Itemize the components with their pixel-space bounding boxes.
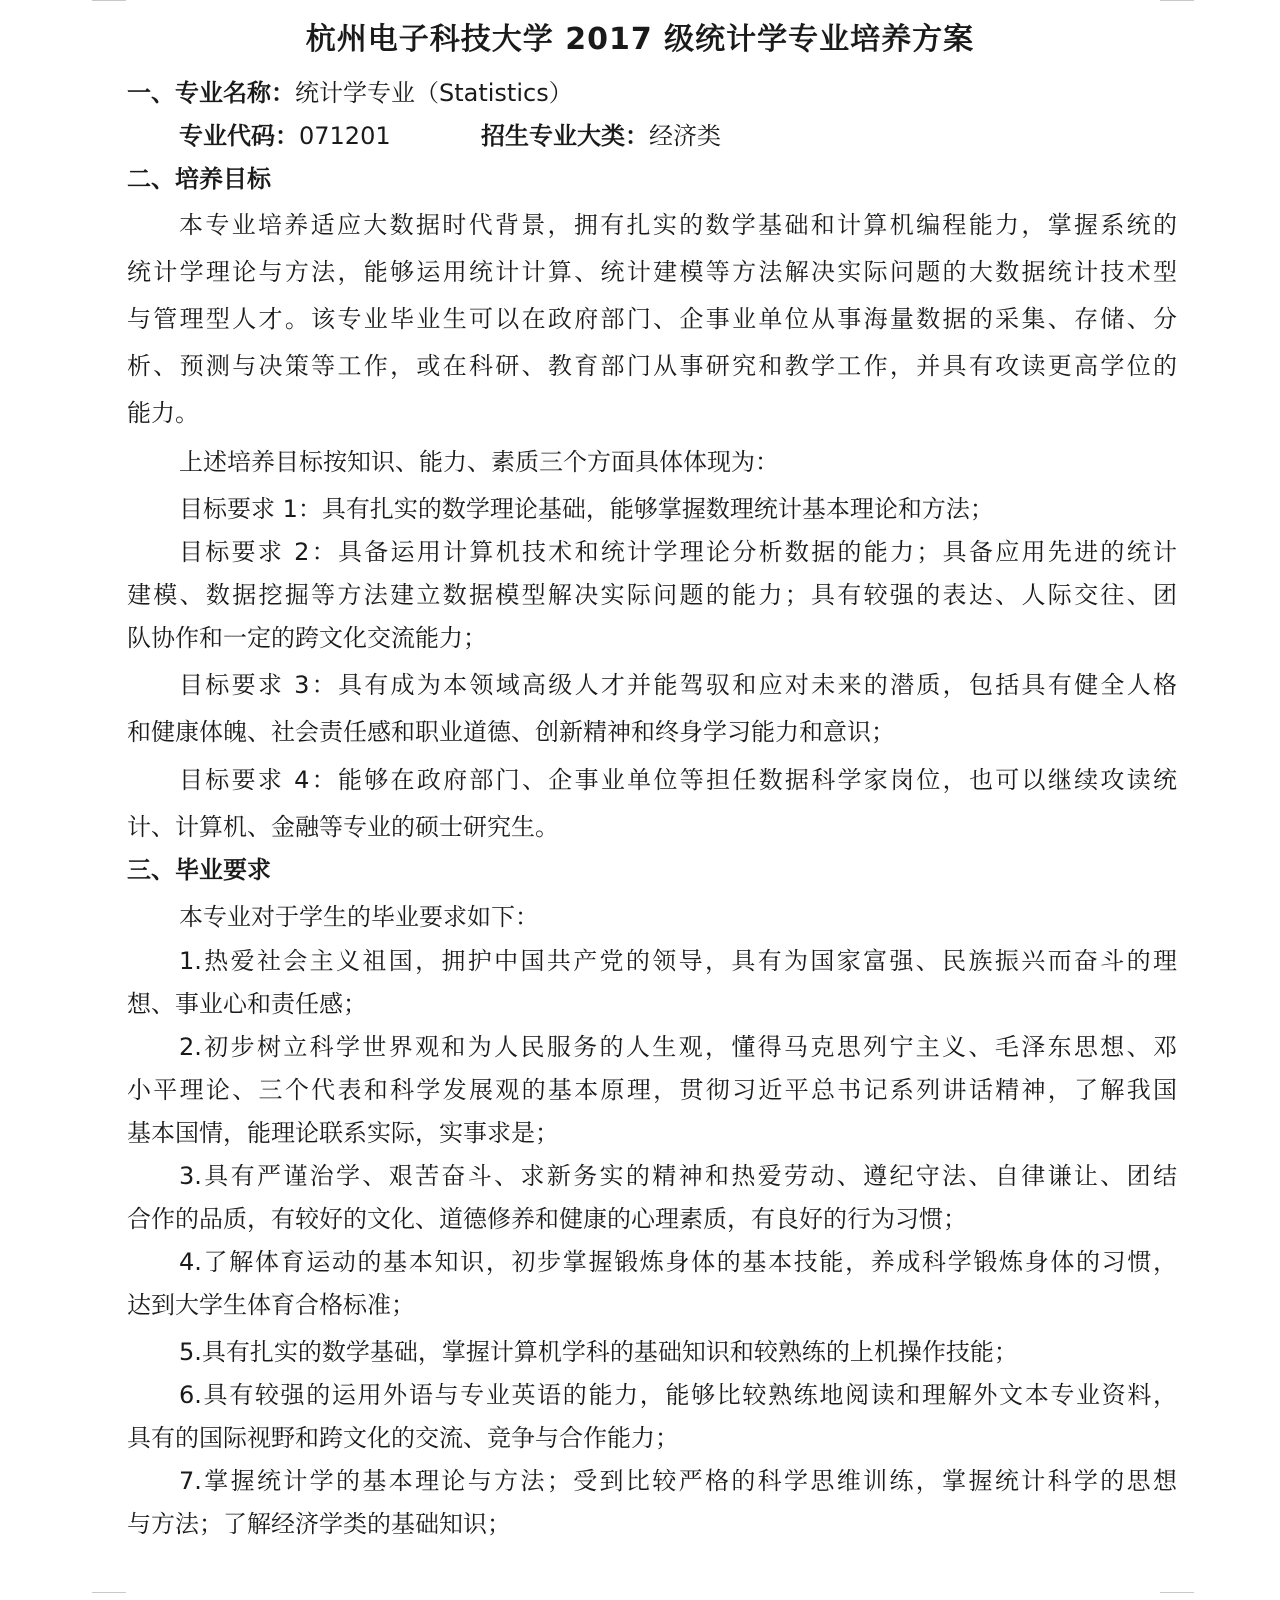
category-label: 招生专业大类：	[481, 122, 649, 150]
goal-3-line: 和健康体魄、社会责任感和职业道德、创新精神和终身学习能力和意识；	[127, 718, 895, 746]
goal-4-line: 目标要求 4：能够在政府部门、企事业单位等担任数据科学家岗位，也可以继续攻读统	[179, 766, 1177, 794]
requirement-7-line: 与方法；了解经济学类的基础知识；	[127, 1510, 511, 1538]
crop-mark	[92, 0, 126, 1]
goal-2-line: 建模、数据挖掘等方法建立数据模型解决实际问题的能力；具有较强的表达、人际交往、团	[127, 581, 1177, 609]
requirement-2-line: 2.初步树立科学世界观和为人民服务的人生观，懂得马克思列宁主义、毛泽东思想、邓	[179, 1033, 1177, 1061]
major-name-row	[127, 78, 1177, 108]
requirement-3-line: 合作的品质，有较好的文化、道德修养和健康的心理素质，有良好的行为习惯；	[127, 1205, 967, 1233]
requirement-1-line: 想、事业心和责任感；	[127, 990, 367, 1018]
crop-mark	[1160, 0, 1194, 1]
crop-mark	[92, 1592, 126, 1593]
paragraph-line: 统计学理论与方法，能够运用统计计算、统计建模等方法解决实际问题的大数据统计技术型	[127, 258, 1177, 286]
major-code-row	[179, 121, 1177, 151]
paragraph-line: 能力。	[127, 399, 199, 427]
category-value: 经济类	[649, 122, 721, 150]
requirement-2-line: 小平理论、三个代表和科学发展观的基本原理，贯彻习近平总书记系列讲话精神，了解我国	[127, 1076, 1177, 1104]
section-3-heading: 三、毕业要求	[127, 856, 271, 884]
section-1-heading: 一、专业名称：	[127, 79, 295, 107]
requirement-4-line: 达到大学生体育合格标准；	[127, 1291, 415, 1319]
requirement-4-line: 4.了解体育运动的基本知识，初步掌握锻炼身体的基本技能，养成科学锻炼身体的习惯，	[179, 1248, 1177, 1276]
requirement-5: 5.具有扎实的数学基础，掌握计算机学科的基础知识和较熟练的上机操作技能；	[179, 1338, 1018, 1366]
paragraph-line: 本专业培养适应大数据时代背景，拥有扎实的数学基础和计算机编程能力，掌握系统的	[179, 211, 1177, 239]
requirement-6-line: 6.具有较强的运用外语与专业英语的能力，能够比较熟练地阅读和理解外文本专业资料，	[179, 1381, 1177, 1409]
document-title: 杭州电子科技大学 2017 级统计学专业培养方案	[305, 22, 975, 57]
goal-2-line: 队协作和一定的跨文化交流能力；	[127, 624, 487, 652]
major-name-value: 统计学专业（Statistics）	[295, 79, 573, 107]
major-code-value: 071201	[299, 122, 391, 150]
goal-3-line: 目标要求 3：具有成为本领域高级人才并能驾驭和应对未来的潜质，包括具有健全人格	[179, 671, 1177, 699]
requirements-intro: 本专业对于学生的毕业要求如下：	[179, 903, 539, 931]
goal-2-line: 目标要求 2：具备运用计算机技术和统计学理论分析数据的能力；具备应用先进的统计	[179, 538, 1177, 566]
paragraph-line: 析、预测与决策等工作，或在科研、教育部门从事研究和教学工作，并具有攻读更高学位的	[127, 352, 1177, 380]
goals-intro: 上述培养目标按知识、能力、素质三个方面具体体现为：	[179, 448, 779, 476]
paragraph-line: 与管理型人才。该专业毕业生可以在政府部门、企事业单位从事海量数据的采集、存储、分	[127, 305, 1177, 333]
goal-1: 目标要求 1：具有扎实的数学理论基础，能够掌握数理统计基本理论和方法；	[179, 495, 994, 523]
requirement-6-line: 具有的国际视野和跨文化的交流、竞争与合作能力；	[127, 1424, 679, 1452]
requirement-7-line: 7.掌握统计学的基本理论与方法；受到比较严格的科学思维训练，掌握统计科学的思想	[179, 1467, 1177, 1495]
requirement-3-line: 3.具有严谨治学、艰苦奋斗、求新务实的精神和热爱劳动、遵纪守法、自律谦让、团结	[179, 1162, 1177, 1190]
goal-4-line: 计、计算机、金融等专业的硕士研究生。	[127, 813, 559, 841]
section-2-heading: 二、培养目标	[127, 165, 271, 193]
requirement-2-line: 基本国情，能理论联系实际，实事求是；	[127, 1119, 559, 1147]
crop-mark	[1160, 1592, 1194, 1593]
major-code-label: 专业代码：	[179, 122, 299, 150]
requirement-1-line: 1.热爱社会主义祖国，拥护中国共产党的领导，具有为国家富强、民族振兴而奋斗的理	[179, 947, 1177, 975]
